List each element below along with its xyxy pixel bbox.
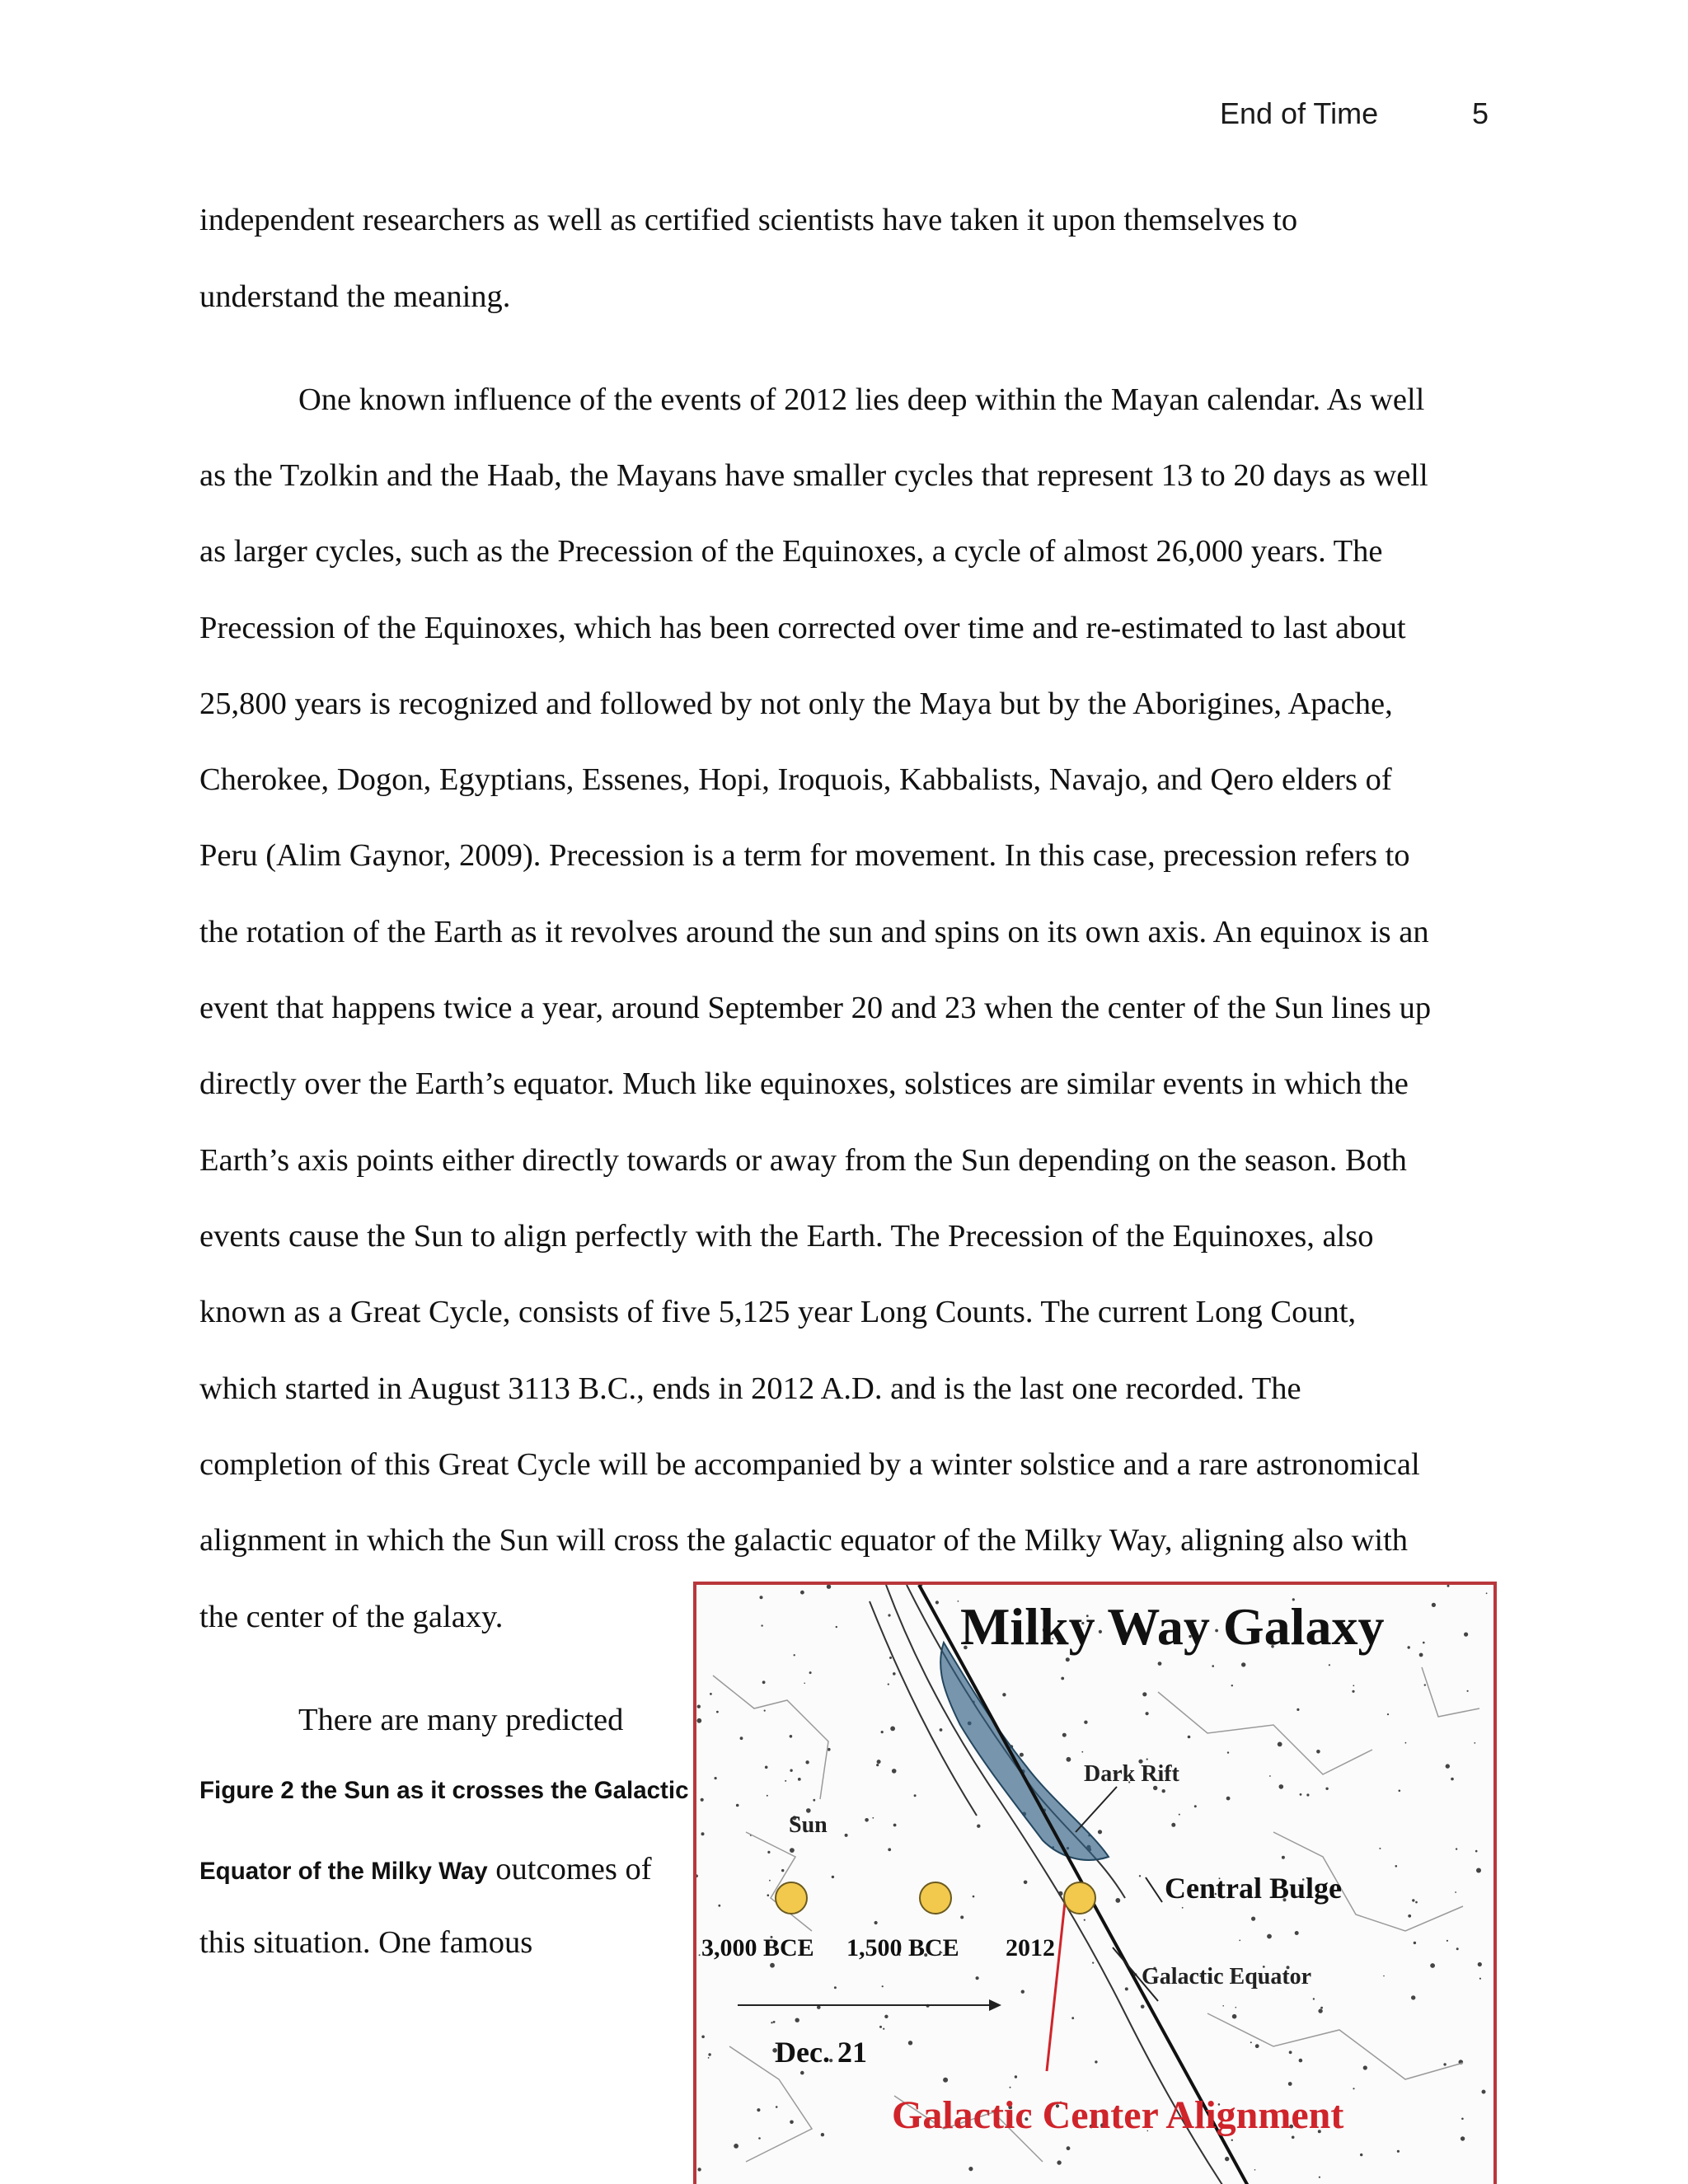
star: [1318, 2008, 1322, 2013]
star: [1098, 1830, 1102, 1834]
star: [1430, 1963, 1435, 1968]
sun-label: Sun: [789, 1812, 828, 1838]
star: [1461, 2118, 1464, 2121]
star: [958, 1601, 959, 1602]
star: [1432, 1603, 1436, 1607]
star: [1115, 1898, 1120, 1903]
star: [960, 1915, 964, 1919]
star: [1212, 1665, 1214, 1667]
star: [781, 1869, 784, 1872]
header-title: End of Time: [1220, 96, 1379, 130]
star: [1486, 1592, 1488, 1594]
star: [1024, 1881, 1028, 1885]
star: [1139, 1875, 1141, 1877]
star: [935, 1601, 939, 1604]
body-line: which started in August 3113 B.C., ends in 2012 A.D. and is the last one recorded. The: [199, 1371, 1301, 1406]
star: [1061, 1677, 1064, 1680]
star: [770, 1963, 775, 1968]
star: [710, 1693, 712, 1695]
star: [1399, 1790, 1401, 1793]
body-line: the center of the galaxy.: [199, 1600, 504, 1634]
star: [1306, 1793, 1309, 1796]
alignment-pointer: [1047, 1902, 1065, 2071]
star: [1142, 1692, 1146, 1696]
star: [697, 2168, 701, 2171]
star: [804, 1683, 805, 1685]
star: [1479, 1978, 1481, 1980]
star: [1288, 2082, 1292, 2086]
star: [1179, 1814, 1180, 1816]
star: [1475, 1850, 1478, 1853]
star: [813, 1799, 815, 1802]
star: [715, 1777, 717, 1779]
star: [1227, 1751, 1229, 1753]
star: [696, 1718, 701, 1723]
star: [1225, 2157, 1229, 2161]
body-line: Precession of the Equinoxes, which has been corrected over time and re-estimated to last about: [199, 611, 1406, 645]
star: [736, 1804, 739, 1807]
label-1500-bce: 1,500 BCE: [846, 1934, 959, 1961]
star: [1158, 1661, 1162, 1666]
star: [882, 1985, 884, 1987]
central-bulge-label: Central Bulge: [1165, 1872, 1342, 1905]
body-line: independent researchers as well as certified scientists have taken it upon themselves to: [199, 203, 1298, 237]
dark-rift-label: Dark Rift: [1084, 1761, 1179, 1787]
body-line: 25,800 years is recognized and followed by not only the Maya but by the Aborigines, Apache,: [199, 687, 1393, 721]
star: [1231, 1685, 1233, 1686]
star: [761, 1624, 762, 1626]
star: [883, 2028, 884, 2030]
body-line: There are many predicted: [298, 1703, 624, 1737]
star: [1423, 1642, 1425, 1644]
star: [1232, 2014, 1237, 2019]
star: [827, 1585, 831, 1589]
star: [1319, 2177, 1320, 2178]
star: [940, 1728, 943, 1732]
star: [893, 1824, 897, 1827]
star: [1010, 2087, 1011, 2088]
body-line-tail: outcomes of: [487, 1852, 652, 1886]
body-line: as the Tzolkin and the Haab, the Mayans have smaller cycles that represent 13 to 20 days as well: [199, 458, 1428, 493]
star: [1451, 1778, 1454, 1781]
star: [1316, 1750, 1320, 1754]
body-line: Cherokee, Dogon, Egyptians, Essenes, Hopi, Iroquois, Kabbalists, Navajo, and Qero elders of: [199, 762, 1392, 797]
star: [1002, 1693, 1006, 1696]
star: [892, 1769, 897, 1774]
star: [1146, 1759, 1148, 1760]
star: [1296, 1708, 1299, 1711]
star: [874, 1921, 878, 1924]
star: [876, 1764, 879, 1766]
star: [1125, 1987, 1128, 1990]
star: [1325, 1788, 1328, 1790]
figure-title: Milky Way Galaxy: [960, 1597, 1385, 1656]
star: [790, 2121, 794, 2125]
star: [767, 1795, 768, 1797]
date-label: Dec. 21: [775, 2036, 867, 2069]
star: [1254, 2169, 1256, 2171]
star: [805, 1760, 809, 1764]
star: [1411, 1995, 1415, 1999]
star: [1395, 1865, 1398, 1868]
body-line: events cause the Sun to align perfectly with the Earth. The Precession of the Equinoxes, also: [199, 1219, 1374, 1254]
star: [845, 1834, 848, 1837]
star: [785, 1780, 786, 1782]
star: [701, 1832, 705, 1835]
star: [1363, 2065, 1367, 2069]
star: [765, 1766, 768, 1769]
star: [1482, 2090, 1486, 2094]
star: [908, 2041, 912, 2045]
star: [973, 1896, 975, 1898]
label-3000-bce: 3,000 BCE: [701, 1934, 814, 1961]
galactic-equator-label: Galactic Equator: [1142, 1964, 1312, 1990]
star: [708, 2053, 710, 2055]
star: [877, 1760, 881, 1764]
star: [888, 1848, 891, 1851]
star: [1231, 2139, 1233, 2141]
body-line: known as a Great Cycle, consists of five 5,125 year Long Counts. The current Long Count,: [199, 1295, 1357, 1329]
star: [1267, 1934, 1272, 1939]
star: [760, 1596, 763, 1599]
star: [734, 2144, 738, 2149]
star: [1239, 1940, 1240, 1942]
star: [1455, 1891, 1456, 1893]
star: [832, 1876, 834, 1878]
star: [1412, 1899, 1414, 1901]
star: [1226, 1797, 1231, 1801]
star: [1353, 2088, 1354, 2089]
star: [1278, 1742, 1282, 1747]
star: [762, 1680, 766, 1684]
star: [834, 1986, 837, 1989]
body-line: understand the meaning.: [199, 279, 511, 314]
star: [718, 1905, 720, 1907]
star: [968, 2167, 973, 2171]
star: [1397, 2150, 1400, 2153]
body-line: completion of this Great Cycle will be accompanied by a winter solstice and a rare astronomical: [199, 1447, 1420, 1482]
star: [776, 2106, 778, 2108]
dark-rift-shape: [940, 1643, 1109, 1860]
star: [1415, 1901, 1418, 1904]
star: [790, 1735, 793, 1738]
star: [1021, 1990, 1025, 1994]
star: [1162, 1789, 1165, 1793]
star: [1300, 1793, 1302, 1796]
body-line: event that happens twice a year, around September 20 and 23 when the center of the Sun lines up: [199, 991, 1432, 1025]
figure-caption: Equator of the Milky Way: [199, 1858, 488, 1885]
star: [1313, 1998, 1315, 1999]
star: [798, 1778, 801, 1781]
star: [1447, 1940, 1448, 1942]
star: [888, 1614, 890, 1616]
star: [1095, 2060, 1097, 2063]
star: [1456, 1848, 1457, 1849]
figure-caption: Figure 2 the Sun as it crosses the Galactic: [199, 1777, 689, 1804]
star: [1057, 2160, 1061, 2164]
star: [708, 2057, 710, 2059]
star: [888, 1684, 889, 1685]
star: [1194, 1805, 1197, 1807]
star: [1236, 2007, 1237, 2008]
star: [767, 1894, 770, 1896]
star: [757, 2108, 760, 2111]
star: [884, 2015, 888, 2018]
star: [1146, 1712, 1149, 1715]
star: [699, 1954, 701, 1956]
star: [790, 1769, 792, 1772]
star: [1241, 1662, 1245, 1666]
star: [1282, 1856, 1285, 1859]
star: [1071, 2017, 1074, 2019]
star: [1182, 1907, 1184, 1909]
star: [1269, 1775, 1271, 1777]
sun-1500-bce: [920, 1882, 951, 1914]
star: [1446, 1764, 1450, 1768]
star: [1320, 2007, 1323, 2009]
star: [1067, 1757, 1071, 1762]
star: [1081, 1751, 1083, 1753]
star: [1414, 1942, 1416, 1944]
star: [1447, 1585, 1450, 1587]
star: [893, 1672, 896, 1675]
star: [890, 1727, 895, 1732]
star: [1443, 2063, 1446, 2065]
star: [977, 1825, 980, 1828]
star: [1424, 1684, 1426, 1685]
label-2012: 2012: [1006, 1934, 1055, 1961]
star: [943, 2078, 948, 2083]
running-header: [1220, 96, 1492, 131]
star: [800, 1591, 804, 1595]
star: [1387, 1713, 1389, 1715]
star: [758, 2137, 761, 2139]
body-line: as larger cycles, such as the Precession of the Equinoxes, a cycle of almost 26,000 years. The: [199, 534, 1383, 569]
star: [1255, 2044, 1259, 2048]
star: [1383, 1975, 1385, 1977]
star: [1251, 1917, 1255, 1921]
star: [1360, 2154, 1362, 2156]
star: [1084, 1721, 1087, 1724]
milky-way-diagram: [696, 1585, 1493, 2184]
star: [881, 1731, 884, 1733]
star: [1419, 1653, 1423, 1657]
body-line: One known influence of the events of 2012 lies deep within the Mayan calendar. As well: [298, 382, 1425, 417]
star: [1020, 1753, 1024, 1757]
star: [1408, 1646, 1410, 1648]
star: [1461, 2136, 1465, 2140]
star: [872, 1817, 874, 1819]
star: [767, 1851, 770, 1854]
sun-3000-bce: [776, 1882, 807, 1914]
star: [1188, 1736, 1191, 1739]
star: [1141, 2005, 1145, 2009]
star: [696, 1874, 698, 1877]
star: [821, 2133, 824, 2136]
body-line: alignment in which the Sun will cross the galactic equator of the Milky Way, aligning also with: [199, 1523, 1409, 1558]
star: [1222, 2005, 1224, 2007]
star: [1171, 1823, 1175, 1827]
star: [701, 1798, 704, 1802]
star: [836, 1626, 837, 1628]
star: [1299, 2059, 1303, 2063]
star: [976, 1976, 979, 1980]
milky-way-figure: [693, 1582, 1497, 2184]
star: [1408, 1915, 1411, 1918]
star: [1084, 1919, 1085, 1921]
constellation-lines: [713, 1667, 1479, 2162]
star: [790, 1848, 795, 1853]
star: [773, 2021, 776, 2023]
body-line: directly over the Earth’s equator. Much like equinoxes, solstices are similar events in which the: [199, 1066, 1409, 1101]
star: [1467, 1690, 1469, 1692]
star: [701, 2036, 705, 2039]
star: [716, 1711, 719, 1713]
star: [1464, 1633, 1468, 1637]
star: [1295, 1931, 1299, 1935]
page-number: 5: [1472, 96, 1489, 130]
star: [1476, 1868, 1481, 1873]
body-line: Earth’s axis points either directly towards or away from the Sun depending on the season. Both: [199, 1143, 1407, 1178]
body-line: the rotation of the Earth as it revolves around the sun and spins on its own axis. An equinox is an: [199, 915, 1429, 949]
star: [1353, 1685, 1354, 1686]
figure-caption-line: [199, 1851, 652, 1887]
star: [809, 1671, 812, 1674]
star: [1279, 1784, 1284, 1789]
star: [800, 2071, 804, 2075]
star: [889, 1657, 892, 1659]
star: [914, 1794, 917, 1797]
star: [1379, 1848, 1381, 1849]
star: [1066, 1657, 1070, 1661]
star: [865, 1818, 869, 1822]
star: [769, 1880, 771, 1882]
star: [879, 2026, 882, 2028]
star: [1250, 2041, 1252, 2043]
star: [1289, 2050, 1292, 2054]
star: [1478, 1962, 1482, 1966]
star: [771, 2022, 772, 2023]
star: [795, 2018, 799, 2022]
body-line: this situation. One famous: [199, 1925, 533, 1960]
star: [1015, 2075, 1017, 2078]
star: [1352, 1690, 1354, 1693]
date-arrow: [738, 1999, 1001, 2011]
star: [1329, 1664, 1330, 1666]
star: [764, 1710, 766, 1712]
star: [1456, 1947, 1459, 1950]
star: [1474, 1742, 1475, 1744]
star: [740, 1736, 743, 1740]
star: [794, 1654, 795, 1656]
sun-2012: [1064, 1882, 1095, 1914]
body-line: Peru (Alim Gaynor, 2009). Precession is a term for movement. In this case, precession refers to: [199, 838, 1410, 873]
alignment-label: Galactic Center Alignment: [892, 2093, 1344, 2137]
star: [1067, 2146, 1071, 2150]
star: [697, 1705, 701, 1708]
star: [1405, 1742, 1407, 1744]
star: [1092, 1962, 1094, 1964]
star: [1062, 1733, 1067, 1737]
star-field: [696, 1585, 1488, 2178]
